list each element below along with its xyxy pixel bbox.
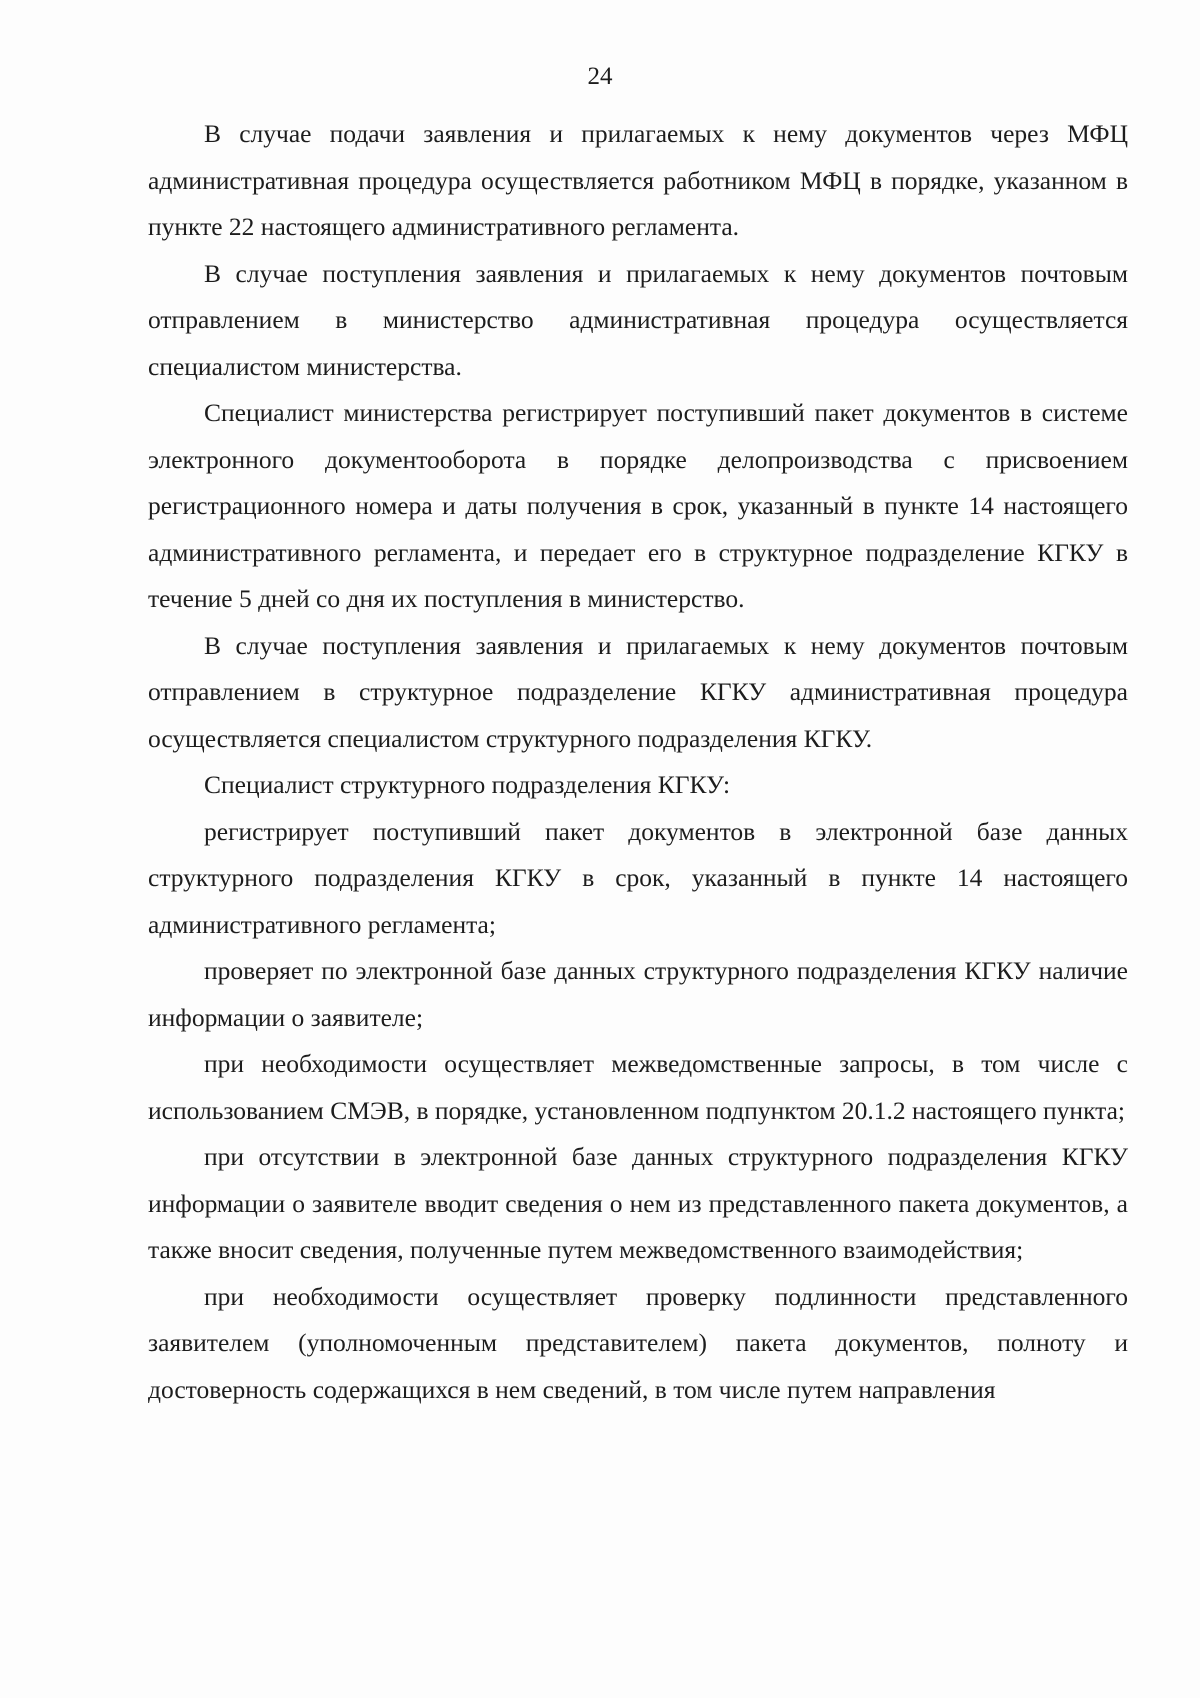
paragraph-ministry-registration: Специалист министерства регистрирует поступивший пакет документов в системе электронного документооборота в порядке делопроизводства с присвоением регистрационного номера и даты получения в срок, указанный в пункте 14 настоящего административного регламента, и передает его в структурное подразделение КГКУ в течение 5 дней со дня их поступления в министерство. (148, 398, 1128, 613)
paragraph-postal-kgku: В случае поступления заявления и прилагаемых к нему документов почтовым отправлением в структурное подразделение КГКУ административная процедура осуществляется специалистом структурного подразделения КГКУ. (148, 630, 1128, 753)
paragraph-kgku-specialist: Специалист структурного подразделения КГКУ: (204, 770, 731, 799)
paragraph-verifies-authenticity: при необходимости осуществляет проверку подлинности представленного заявителем (уполномоченным представителем) пакета документов, полноту и достоверность содержащихся в нем сведений, в том числе путем направления (148, 1281, 1128, 1404)
document-body (148, 111, 1128, 1413)
paragraph-mfc-submission: В случае подачи заявления и прилагаемых к нему документов через МФЦ административная процедура осуществляется работником МФЦ в порядке, указанном в пункте 22 настоящего административного регламента. (148, 119, 1128, 241)
paragraph-enters-applicant-info: при отсутствии в электронной базе данных структурного подразделения КГКУ информации о заявителе вводит сведения о нем из представленного пакета документов, а также вносит сведения, полученные путем межведомственного взаимодействия; (148, 1142, 1128, 1264)
paragraph-postal-ministry: В случае поступления заявления и прилагаемых к нему документов почтовым отправлением в министерство административная процедура осуществляется специалистом министерства. (148, 258, 1128, 381)
paragraph-registers-package: регистрирует поступивший пакет документов в электронной базе данных структурного подразделения КГКУ в срок, указанный в пункте 14 настоящего административного регламента; (148, 816, 1128, 939)
paragraph-checks-database: проверяет по электронной базе данных структурного подразделения КГКУ наличие информации о заявителе; (148, 956, 1128, 1032)
paragraph-interagency-requests: при необходимости осуществляет межведомственные запросы, в том числе с использованием СМЭВ, в порядке, установленном подпунктом 20.1.2 настоящего пункта; (148, 1049, 1128, 1125)
page-number: 24 (587, 63, 613, 90)
